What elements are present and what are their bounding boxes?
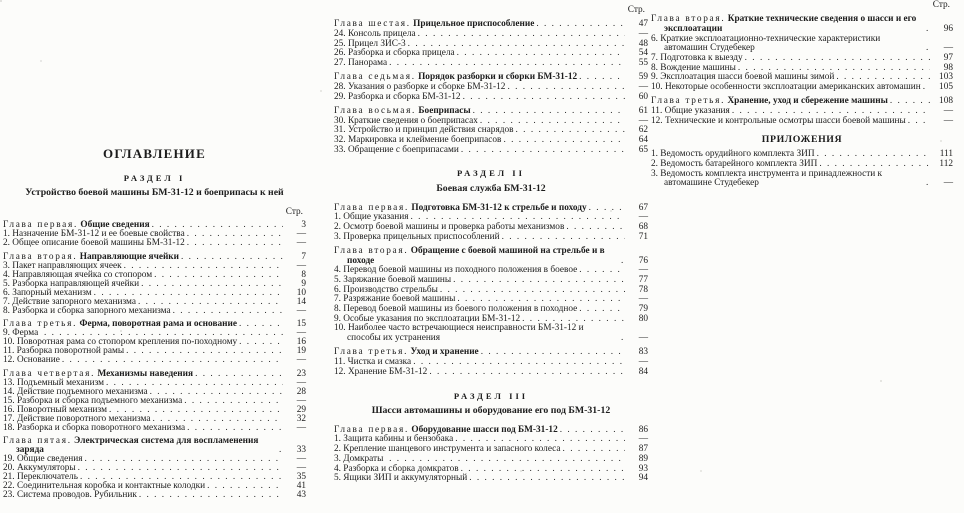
page-number: 8 [301, 269, 306, 280]
page-number: — [943, 115, 953, 126]
toc-item [334, 59, 648, 69]
dot-leader [514, 126, 625, 136]
page-number: — [943, 106, 953, 117]
entry-text: 10. Поворотная рама со стопором крепления по-походному [3, 337, 238, 347]
page-number: 15 [296, 319, 306, 329]
toc-item [651, 35, 953, 54]
page-number: 28 [296, 386, 306, 397]
page-number: 86 [638, 424, 648, 435]
page-number: — [296, 229, 306, 239]
toc-item [3, 307, 306, 316]
entry-text: 20. Аккумуляторы [3, 463, 76, 473]
entry-text: 9. Эксплоатация шасси боевой машины зимой [651, 72, 835, 83]
dot-leader [467, 474, 625, 484]
page-number: 32 [296, 413, 306, 424]
entry-text: 23. Система проводов. Рубильник [3, 490, 137, 500]
page-number: 16 [296, 337, 306, 347]
section-heading: РАЗДЕЛ I [123, 173, 186, 183]
dot-leader [577, 305, 625, 315]
entry-text: 6. Производство стрельбы [334, 284, 438, 295]
page-number: — [296, 328, 306, 338]
entry-text: 5. Разборка направляющей ячейки [3, 278, 140, 289]
chapter-title: Краткие технические сведения о шасси и его эксплоатации [664, 14, 917, 34]
toc-item [651, 117, 953, 127]
entry-text: 6. Краткие эксплоатационно-технические характеристики автомашин Студебекер [651, 33, 881, 54]
dot-leader [152, 271, 283, 280]
page-number: 84 [638, 366, 648, 377]
entry-text: 31. Устройство и принцип действия снарядов [334, 125, 514, 136]
page-number: 78 [638, 284, 648, 295]
dot-leader [124, 347, 283, 356]
page-column-label: Стр. [627, 5, 645, 15]
entry-text: 2. Крепление шанцевого инструмента и запасного колеса [334, 444, 561, 455]
page-number: 19 [296, 346, 306, 356]
chapter-heading [3, 437, 306, 455]
entry-text: 12. Технические и контрольные осмотры шасси боевой машины [651, 115, 906, 126]
chapter-number: Глава шестая. [334, 19, 411, 30]
page-number: — [638, 294, 648, 305]
chapter-number: Глава восьмая. [334, 105, 417, 116]
entry-text: 7. Подготовка к выезду [651, 53, 743, 64]
page-number: — [943, 43, 953, 54]
entry-text: 30. Краткие сведения о боеприпасах [334, 115, 478, 126]
page-number: 55 [638, 58, 648, 69]
entry-text: 1. Назначение БМ-31-12 и ее боевые свойства [3, 229, 185, 239]
entry-text: 15. Разборка и сборка подъемного механизма [3, 395, 183, 406]
entry-text: 5. Заряжание боевой машины [334, 274, 452, 285]
entry-text: 1. Защита кабины и бензобака [334, 434, 454, 445]
page-number: — [296, 238, 306, 248]
entry-text: 11. Чистка и смазка [334, 357, 412, 368]
dot-leader [459, 465, 625, 475]
page-number: — [943, 178, 953, 189]
entry-text: 21. Переключатель [3, 472, 78, 482]
page-number: 67 [638, 202, 648, 213]
page-number: 59 [638, 72, 648, 83]
page-number: 47 [638, 19, 648, 30]
page-number: 23 [296, 368, 306, 379]
toc-item [3, 424, 306, 433]
chapter-number: Глава вторая. [3, 251, 78, 262]
entry-text: 4. Перевод боевой машины из походного положения в боевое [334, 265, 578, 276]
page-number: 93 [638, 463, 648, 474]
page-number: 89 [638, 453, 648, 464]
dot-leader [185, 424, 283, 433]
entry-text: 29. Разборка и сборка БМ-31-12 [334, 91, 461, 102]
page-number: 10 [296, 287, 306, 298]
entry-text [651, 15, 924, 34]
page-number: 48 [638, 38, 648, 49]
page-number: 79 [638, 304, 648, 315]
page-number: — [296, 305, 306, 316]
page-number: 94 [638, 473, 648, 484]
page-number: 35 [296, 472, 306, 482]
toc-item [651, 83, 953, 93]
entry-text: 24. Консоль прицела [334, 28, 416, 39]
dot-leader [500, 233, 625, 243]
page-number: 3 [301, 220, 306, 230]
page-number: 103 [939, 72, 953, 83]
entry-text: 33. Обращение с боеприпасами [334, 144, 459, 155]
page-number: 87 [638, 444, 648, 455]
entry-text: 14. Действие подъемного механизма [3, 386, 148, 397]
chapter-title: Хранение, уход и сбережение машины [727, 96, 888, 107]
dot-leader [564, 223, 625, 233]
page-number: 76 [638, 255, 648, 266]
page-number: 41 [296, 481, 306, 491]
chapter-number: Глава третья. [651, 96, 726, 107]
chapter-number: Глава первая. [334, 202, 410, 213]
chapter-title: Механизмы наведения [97, 368, 194, 379]
dot-leader [906, 117, 930, 127]
page-number: 105 [939, 82, 953, 93]
dot-leader [237, 320, 283, 329]
dot-leader [193, 370, 283, 379]
entry-text: 1. Ведомость орудийного комплекта ЗИП [651, 149, 815, 160]
entry-text: 27. Панорама [334, 58, 388, 69]
page-number: — [296, 395, 306, 406]
entry-text [334, 247, 619, 266]
page-number: 64 [638, 134, 648, 145]
entry-text: 19. Общие сведения [3, 454, 83, 464]
page-number: 97 [943, 53, 953, 64]
page-number: 62 [638, 125, 648, 136]
toc-item [334, 146, 648, 156]
toc-item [651, 170, 953, 189]
page-number: — [638, 81, 648, 92]
page-number: 65 [638, 144, 648, 155]
scan-noise [0, 0, 2, 2]
page-number: 71 [638, 231, 648, 242]
dot-leader [534, 20, 625, 30]
dot-leader [577, 266, 625, 276]
page-number: — [638, 357, 648, 368]
entry-text: 8. Перевод боевой машины из боевого положения в походное [334, 304, 578, 315]
dot-leader [60, 356, 283, 365]
entry-text: 3. Ведомость комплекта инструмента и принадлежности к автомашине Студебекер [651, 168, 883, 189]
toc-column-middle [334, 6, 648, 484]
page-number: — [296, 422, 306, 433]
toc-item [334, 368, 648, 378]
chapter-title: Ферма, поворотная рама и основание [79, 319, 237, 329]
chapter-number: Глава вторая. [651, 14, 726, 25]
page-number: 9 [301, 278, 306, 289]
chapter-number: Глава первая. [334, 424, 410, 435]
dot-leader [182, 397, 283, 406]
entry-text: 10. Некоторые особенности эксплоатации американских автомашин [651, 82, 921, 93]
chapter-number: Глава седьмая. [334, 72, 416, 83]
entry-text: 4. Направляющая ячейка со стопором [3, 269, 153, 280]
page-number: — [296, 454, 306, 464]
chapter-title: Боеприпасы [418, 105, 471, 116]
dot-leader [387, 59, 625, 69]
dot-leader [171, 307, 283, 316]
dot-leader [743, 54, 930, 64]
page-number: 7 [301, 251, 306, 262]
entry-text: 17. Действие поворотного механизма [3, 413, 151, 424]
page-number: 83 [638, 347, 648, 358]
chapter-number: Глава пятая. [3, 436, 72, 446]
section-title: Боевая служба БМ-31-12 [436, 183, 546, 195]
toc-item [3, 491, 306, 500]
dot-leader [451, 276, 625, 286]
appendices-heading: ПРИЛОЖЕНИЯ [761, 134, 843, 146]
dot-leader [411, 358, 625, 368]
dot-leader [205, 482, 283, 491]
page-number: 111 [939, 149, 953, 160]
chapter-number: Глава первая. [3, 220, 79, 230]
entry-text: 11. Разборка поворотной рамы [3, 346, 125, 356]
section-title: Устройство боевой машины БМ-31-12 и боеприпасы к ней [25, 187, 284, 198]
entry-text: 6. Запорный механизм [3, 287, 92, 298]
toc-item [334, 324, 648, 343]
chapter-number: Глава четвертая. [3, 368, 96, 379]
entry-text: 10. Наиболее часто встречающиеся неисправности БМ-31-12 и способы их устранения [334, 323, 584, 344]
entry-text: 2. Общее описание боевой машины БМ-31-12 [3, 238, 185, 248]
dot-leader [185, 230, 283, 239]
entry-text: 7. Действие запорного механизма [3, 296, 136, 307]
dot-leader [185, 239, 283, 248]
toc-column-right [651, 1, 953, 189]
entry-text: 7. Разряжание боевой машины [334, 294, 456, 305]
dot-leader [558, 426, 625, 436]
dot-leader [459, 146, 625, 156]
page-number: 112 [939, 158, 953, 169]
dot-leader [587, 204, 625, 214]
section-heading: РАЗДЕЛ II [457, 168, 525, 179]
entry-text: 18. Разборка и сборка поворотного механизма [3, 422, 186, 433]
page-number: 61 [638, 105, 648, 116]
entry-text: 16. Поворотный механизм [3, 404, 107, 415]
page-number: — [638, 434, 648, 445]
page-number: — [296, 463, 306, 473]
page-number: 54 [638, 48, 648, 59]
dot-leader [501, 136, 625, 146]
dot-leader [455, 49, 625, 59]
dot-leader [479, 348, 625, 358]
entry-text: 12. Хранение БМ-31-12 [334, 366, 428, 377]
page-number: 29 [296, 404, 306, 415]
page-number: — [638, 265, 648, 276]
entry-text: 32. Маркировка и клеймение боеприпасов [334, 134, 502, 145]
dot-leader [179, 253, 283, 262]
chapter-number: Глава вторая. [334, 245, 409, 256]
page-number: 68 [638, 221, 648, 232]
page-number: 96 [943, 23, 953, 34]
entry-text: 13. Подъемный механизм [3, 377, 105, 388]
chapter-title: Порядок разборки и сборки БМ-31-12 [418, 72, 578, 83]
dot-leader [237, 338, 283, 347]
dot-leader [137, 491, 283, 500]
entry-text: 2. Осмотр боевой машины и проверка работы механизмов [334, 221, 565, 232]
entry-text: 28. Указания о разборке и сборке БМ-31-12 [334, 81, 506, 92]
entry-text: 22. Соединительная коробка и контактные колодки [3, 481, 206, 491]
entry-text: 26. Разборка и сборка прицела [334, 48, 455, 59]
toc-item [334, 233, 648, 243]
dot-leader [888, 97, 930, 107]
entry-text: 4. Разборка и сборка домкратов [334, 463, 459, 474]
page-column-label: Стр. [932, 0, 950, 10]
entry-text [3, 437, 277, 455]
entry-text: 9. Ферма [3, 328, 39, 338]
page-number: — [296, 260, 306, 271]
section-heading: РАЗДЕЛ III [453, 390, 529, 401]
toc-item [3, 239, 306, 248]
toc-item [3, 356, 306, 365]
entry-text: 11. Общие указания [651, 106, 730, 117]
toc-item [334, 93, 648, 103]
dot-leader [815, 150, 930, 160]
chapter-number: Глава третья. [334, 347, 409, 358]
page-number: — [638, 115, 648, 126]
toc-item [334, 474, 648, 484]
page-number: 60 [638, 91, 648, 102]
page-number: — [296, 355, 306, 365]
chapter-number: Глава третья. [3, 319, 78, 329]
chapter-title: Электрическая система для воспламенения заряда [16, 436, 259, 455]
chapter-heading [334, 247, 648, 266]
entry-text: 8. Разборка и сборка запорного механизма [3, 305, 171, 316]
dot-leader [471, 107, 625, 117]
page-number: 108 [939, 96, 953, 107]
dot-leader [461, 93, 625, 103]
dot-leader [505, 83, 625, 93]
dot-leader [921, 83, 930, 93]
page-number: 14 [296, 296, 306, 307]
entry-text: 3. Домкраты [334, 453, 384, 464]
entry-text: 25. Прицел ЗИС-3 [334, 38, 406, 49]
dot-leader [416, 30, 625, 40]
page-number: 80 [638, 313, 648, 324]
entry-text: 8. Вождение машины [651, 62, 736, 73]
page-number: — [638, 28, 648, 39]
page-number: — [638, 333, 648, 344]
chapter-title: Подготовка БМ-31-12 к стрельбе и походу [411, 202, 587, 213]
page-number: 77 [638, 274, 648, 285]
chapter-title: Уход и хранение [410, 347, 479, 358]
dot-leader [561, 445, 625, 455]
chapter-title: Прицельное приспособление [413, 19, 535, 30]
chapter-title: Общие сведения [80, 220, 150, 230]
entry-text: 12. Основание [3, 355, 60, 365]
dot-leader [139, 280, 283, 289]
chapter-title: Направляющие ячейки [79, 251, 180, 262]
page-number: — [296, 377, 306, 388]
entry-text: 2. Ведомость батарейного комплекта ЗИП [651, 158, 818, 169]
page-number: 98 [943, 62, 953, 73]
entry-text [3, 320, 237, 329]
page-number: 43 [296, 490, 306, 500]
chapter-title: Обращение с боевой машиной на стрельбе и в походе [347, 245, 605, 266]
contents-title: ОГЛАВЛЕНИЕ [103, 146, 206, 161]
dot-leader [76, 464, 283, 473]
dot-leader [438, 286, 625, 296]
entry-text: 5. Ящики ЗИП и аккумуляторный [334, 473, 468, 484]
chapter-title: Оборудование шасси под БМ-31-12 [411, 424, 558, 435]
dot-leader [83, 455, 283, 464]
page-number: 33 [296, 445, 306, 455]
page-column-label: Стр. [285, 206, 303, 217]
toc-column-left [3, 147, 306, 500]
entry-text: 3. Пакет направляющих ячеек [3, 260, 122, 271]
dot-leader [577, 73, 625, 83]
entry-text: 1. Общие указания [334, 212, 409, 223]
entry-text: 9. Особые указания по эксплоатации БМ-31-12 [334, 313, 521, 324]
section-title: Шасси автомашины и оборудование его под БМ-31-12 [371, 405, 611, 417]
chapter-heading [651, 15, 953, 34]
chapter-heading [3, 320, 306, 329]
entry-text: 3. Проверка прицельных приспособлений [334, 231, 500, 242]
page-number: — [638, 212, 648, 223]
dot-leader [427, 368, 625, 378]
